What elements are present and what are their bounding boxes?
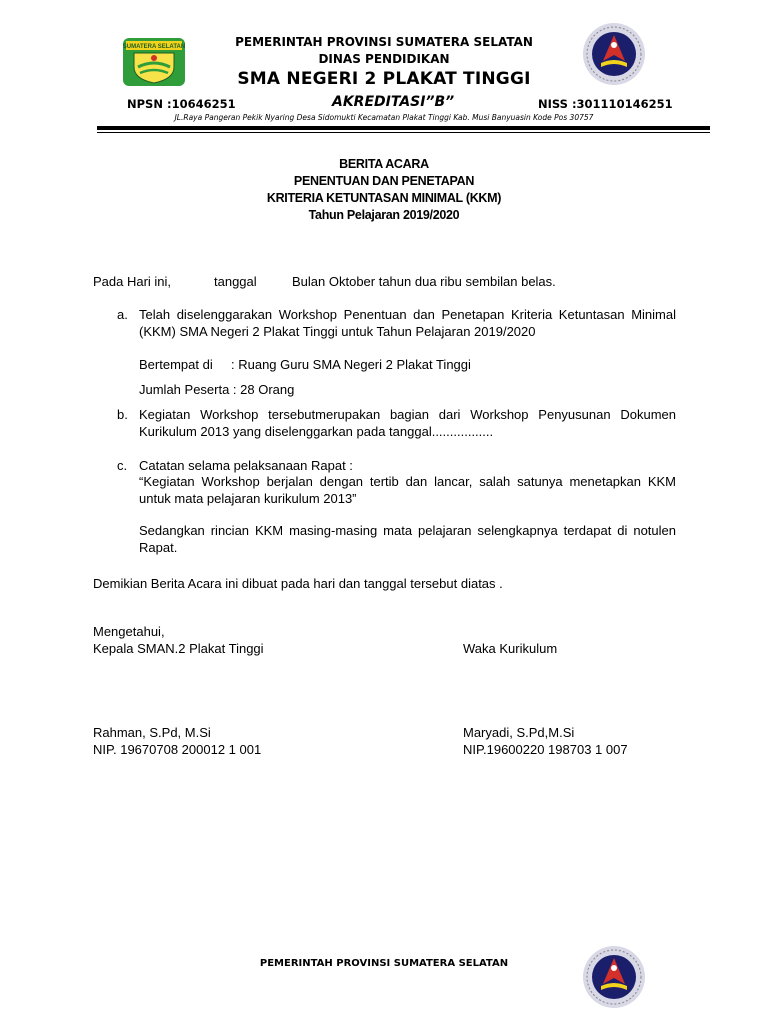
- letterhead-school-name: SMA NEGERI 2 PLAKAT TINGGI: [237, 69, 531, 89]
- item-a-marker: a.: [117, 307, 128, 322]
- item-a-text: Telah diselenggarakan Workshop Penentuan dan Penetapan Kriteria Ketuntasan Minimal (KKM) SMA Negeri 2 Plakat Tinggi untuk Tahun Pelajaran 2019/2020: [139, 307, 676, 339]
- intro-day: Pada Hari ini,: [93, 274, 172, 289]
- letterhead-province: PEMERINTAH PROVINSI SUMATERA SELATAN: [235, 35, 533, 49]
- npsn-number: NPSN :10646251: [127, 97, 236, 111]
- niss-number: NISS :301110146251: [538, 97, 673, 111]
- item-a-participants: Jumlah Peserta : 28 Orang: [139, 382, 295, 397]
- doc-subtitle-1: PENENTUAN DAN PENETAPAN: [293, 174, 475, 188]
- intro-date: tanggal: [214, 274, 257, 289]
- curriculum-head-nip: NIP.19600220 198703 1 007: [463, 742, 628, 757]
- item-c-marker: c.: [117, 458, 128, 473]
- accreditation: AKREDITASI”B”: [332, 94, 455, 110]
- item-b-marker: b.: [117, 407, 128, 422]
- intro-month-year: Bulan Oktober tahun dua ribu sembilan belas.: [292, 274, 556, 289]
- item-c-detail: Sedangkan rincian KKM masing-masing mata pelajaran selengkapnya terdapat di notulen Rapat.: [139, 523, 676, 555]
- province-logo-text: SUMATERA SELATAN: [122, 44, 186, 50]
- doc-academic-year: Tahun Pelajaran 2019/2020: [308, 208, 460, 222]
- principal-name: Rahman, S.Pd, M.Si: [93, 725, 211, 740]
- item-b-text: Kegiatan Workshop tersebutmerupakan bagian dari Workshop Penyusunan Dokumen Kurikulum 2013 yang diselenggarkan pada tanggal.................: [139, 407, 676, 439]
- doc-subtitle-2: KRITERIA KETUNTASAN MINIMAL (KKM): [266, 191, 502, 205]
- item-a-place-value: : Ruang Guru SMA Negeri 2 Plakat Tinggi: [231, 357, 471, 372]
- principal-role: Kepala SMAN.2 Plakat Tinggi: [93, 641, 264, 656]
- item-a-place-label: Bertempat di: [139, 357, 213, 372]
- letterhead-thin-rule: [97, 132, 710, 133]
- letterhead-agency: DINAS PENDIDIKAN: [318, 52, 450, 66]
- principal-nip: NIP. 19670708 200012 1 001: [93, 742, 262, 757]
- item-c-heading: Catatan selama pelaksanaan Rapat :: [139, 458, 353, 473]
- acknowledged-label: Mengetahui,: [93, 624, 165, 639]
- closing-statement: Demikian Berita Acara ini dibuat pada hari dan tanggal tersebut diatas .: [93, 576, 503, 591]
- curriculum-head-role: Waka Kurikulum: [463, 641, 558, 656]
- school-seal-logo: [581, 21, 647, 87]
- doc-title: BERITA ACARA: [339, 157, 429, 171]
- school-address: JL.Raya Pangeran Pekik Nyaring Desa Sidomukti Kecamatan Plakat Tinggi Kab. Musi Banyuasin Kode Pos 30757: [174, 113, 594, 122]
- curriculum-head-name: Maryadi, S.Pd,M.Si: [463, 725, 575, 740]
- item-c-quote: “Kegiatan Workshop berjalan dengan tertib dan lancar, salah satunya menetapkan KKM untuk mata pelajaran kurikulum 2013”: [139, 474, 676, 506]
- footer-seal-logo: [581, 944, 647, 1010]
- footer-province: PEMERINTAH PROVINSI SUMATERA SELATAN: [259, 958, 509, 969]
- letterhead-thick-rule: [97, 126, 710, 130]
